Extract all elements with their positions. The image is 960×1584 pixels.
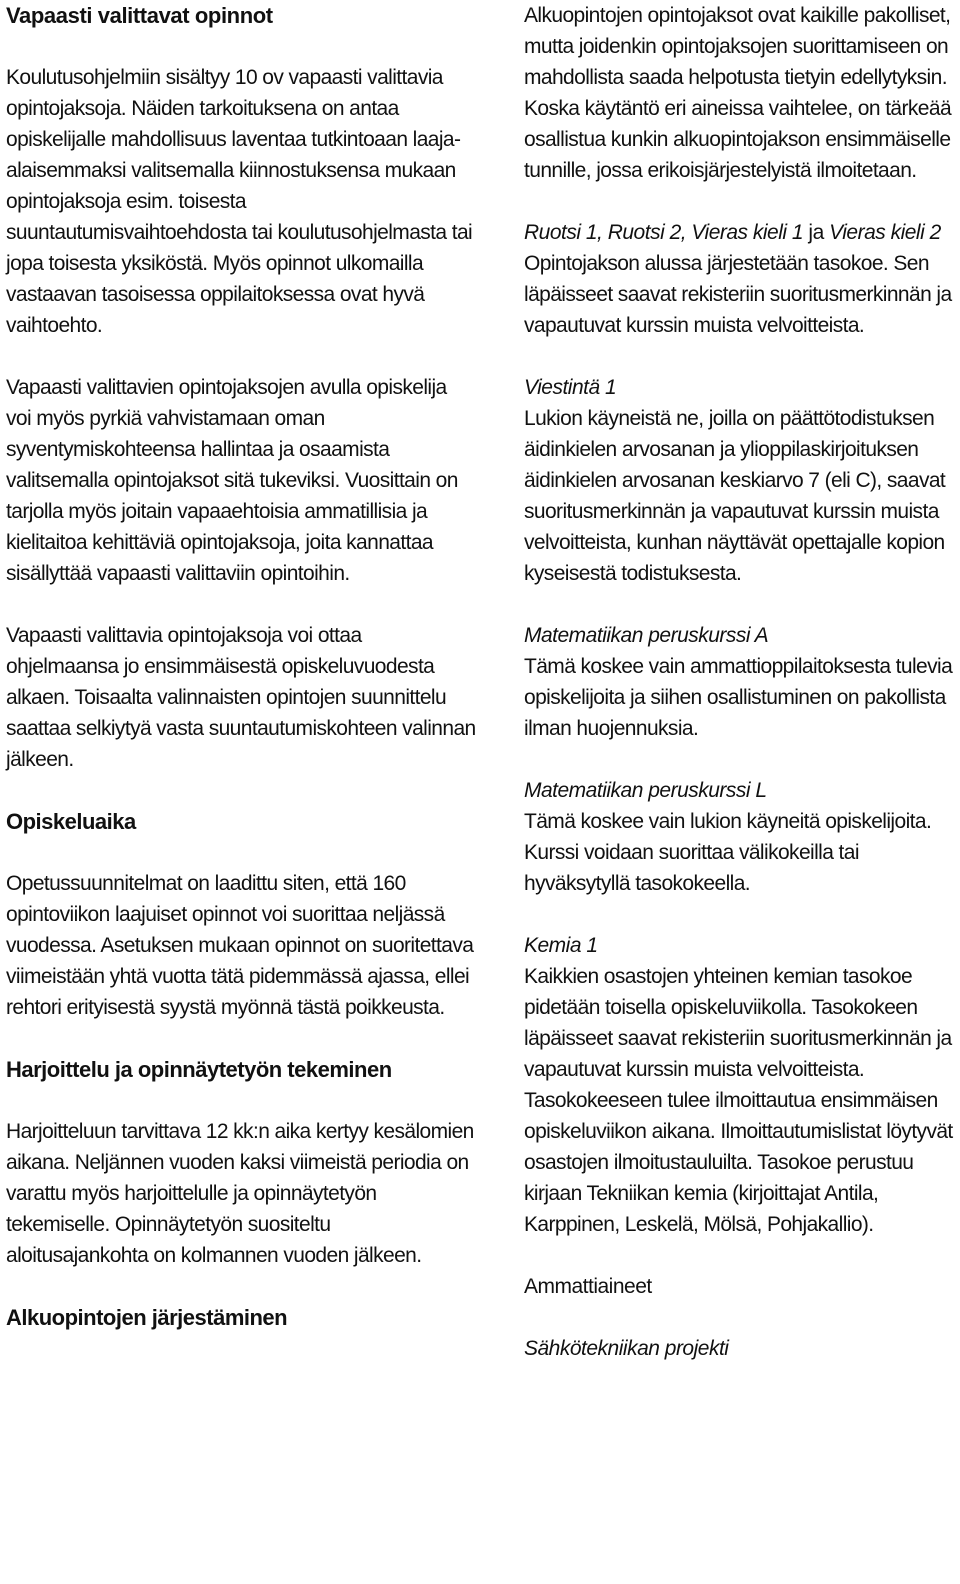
spacer — [6, 1085, 476, 1116]
heading-ammattiaineet: Ammattiaineet — [524, 1275, 652, 1298]
heading-opiskeluaika: Opiskeluaika — [6, 809, 136, 834]
spacer — [6, 1023, 476, 1054]
subheading-kemia: Kemia 1 — [524, 934, 598, 957]
spacer — [6, 341, 476, 372]
spacer — [524, 899, 954, 930]
paragraph-vapaasti-1: Koulutusohjelmiin sisältyy 10 ov vapaasti valittavia opintojaksoja. Näiden tarkoituksena on antaa opiskelijalle mahdollisuus laventaa tutkintoaan laaja-alaisemmaksi valitsemalla kiinnostuksensa mukaan opintojaksoja esim. toisesta suuntautumisvaihtoehdosta tai koulutusohjelmasta tai jopa toisesta yksiköstä. Myös opinnot ulkomailla vastaavan tasoisessa oppilaitoksessa ovat hyvä vaihtoehto. — [6, 66, 473, 337]
spacer — [524, 186, 954, 217]
subheading-ruotsi-ja: ja — [803, 221, 830, 244]
subheading-viestinta: Viestintä 1 — [524, 376, 617, 399]
section-title-vapaasti: Vapaasti valittavat opinnot — [6, 3, 273, 28]
subheading-matematiikka-l: Matematiikan peruskurssi L — [524, 779, 767, 802]
spacer — [524, 744, 954, 775]
spacer — [6, 1271, 476, 1302]
paragraph-vapaasti-3: Vapaasti valittavia opintojaksoja voi ottaa ohjelmaansa jo ensimmäisestä opiskeluvuodesta alkaen. Toisaalta valinnaisten opintojen suunnittelu saattaa selkiytyä vasta suuntautumiskohteen valinnan jälkeen. — [6, 624, 476, 771]
heading-alkuopinnot: Alkuopintojen järjestäminen — [6, 1305, 288, 1330]
subheading-ruotsi — [524, 217, 954, 248]
spacer — [6, 775, 476, 806]
spacer — [524, 589, 954, 620]
paragraph-vapaasti-2: Vapaasti valittavien opintojaksojen avulla opiskelija voi myös pyrkiä vahvistamaan oman syventymiskohteensa hallintaa ja osaamista valitsemalla opintojaksot sitä tukeviksi. Vuosittain on tarjolla myös joitain vapaaehtoisia ammatillisia ja kielitaitoa kehittäviä opintojaksoja, joita kannattaa sisällyttää vapaasti valittaviin opintoihin. — [6, 376, 458, 585]
paragraph-matematiikka-a: Tämä koskee vain ammattioppilaitoksesta tulevia opiskelijoita ja siihen osallistuminen on pakollista ilman huojennuksia. — [524, 655, 953, 740]
spacer — [6, 31, 476, 62]
paragraph-alkuopinnot-intro: Alkuopintojen opintojaksot ovat kaikille pakolliset, mutta joidenkin opintojaksojen suorittamiseen on mahdollista saada helpotusta tietyin edellytyksin. Koska käytäntö eri aineissa vaihtelee, on tärkeää osallistua kunkin alkuopintojakson ensimmäiselle tunnille, jossa erikoisjärjestelyistä ilmoitetaan. — [524, 4, 952, 182]
heading-harjoittelu: Harjoittelu ja opinnäytetyön tekeminen — [6, 1057, 392, 1082]
paragraph-matematiikka-l: Tämä koskee vain lukion käyneitä opiskelijoita. Kurssi voidaan suorittaa välikokeilla tai hyväksytyllä tasokokeella. — [524, 810, 932, 895]
paragraph-harjoittelu: Harjoitteluun tarvittava 12 kk:n aika kertyy kesälomien aikana. Neljännen vuoden kaksi viimeistä periodia on varattu myös harjoittelulle ja opinnäytetyön tekemiselle. Opinnäytetyön suositeltu aloitusajankohta on kolmannen vuoden jälkeen. — [6, 1120, 474, 1267]
paragraph-opiskeluaika: Opetussuunnitelmat on laadittu siten, että 160 opintoviikon laajuiset opinnot voi suorittaa neljässä vuodessa. Asetuksen mukaan opinnot on suoritettava viimeistään yhtä vuotta tätä pidemmässä ajassa, ellei rehtori erityisestä syystä myönnä tästä poikkeusta. — [6, 872, 474, 1019]
spacer — [6, 837, 476, 868]
spacer — [524, 341, 954, 372]
right-column — [524, 0, 954, 1364]
left-column — [6, 0, 476, 1333]
spacer — [6, 589, 476, 620]
spacer — [524, 1240, 954, 1271]
subheading-sahkotekniikka: Sähkötekniikan projekti — [524, 1337, 729, 1360]
subheading-matematiikka-a: Matematiikan peruskurssi A — [524, 624, 769, 647]
spacer — [524, 1302, 954, 1333]
paragraph-ruotsi: Opintojakson alussa järjestetään tasokoe. Sen läpäisseet saavat rekisteriin suoritusmerkinnän ja vapautuvat kurssin muista velvoitteista. — [524, 252, 952, 337]
subheading-ruotsi-part-b: Vieras kieli 2 — [829, 221, 941, 244]
paragraph-kemia: Kaikkien osastojen yhteinen kemian tasokoe pidetään toisella opiskeluviikolla. Tasokokeen läpäisseet saavat rekisteriin suoritusmerkinnän ja vapautuvat kurssin muista velvoitteista. Tasokokeeseen tulee ilmoittautua ensimmäisen opiskeluviikon aikana. Ilmoittautumislistat löytyvät osastojen ilmoitustauluilta. Tasokoe perustuu kirjaan Tekniikan kemia (kirjoittajat Antila, Karppinen, Leskelä, Mölsä, Pohjakallio). — [524, 965, 953, 1236]
subheading-ruotsi-part-a: Ruotsi 1, Ruotsi 2, Vieras kieli 1 — [524, 221, 804, 244]
paragraph-viestinta: Lukion käyneistä ne, joilla on päättötodistuksen äidinkielen arvosanan ja ylioppilaskirjoituksen äidinkielen arvosanan keskiarvo 7 (eli C), saavat suoritusmerkinnän ja vapautuvat kurssin muista velvoitteista, kunhan näyttävät opettajalle kopion kyseisestä todistuksesta. — [524, 407, 946, 585]
